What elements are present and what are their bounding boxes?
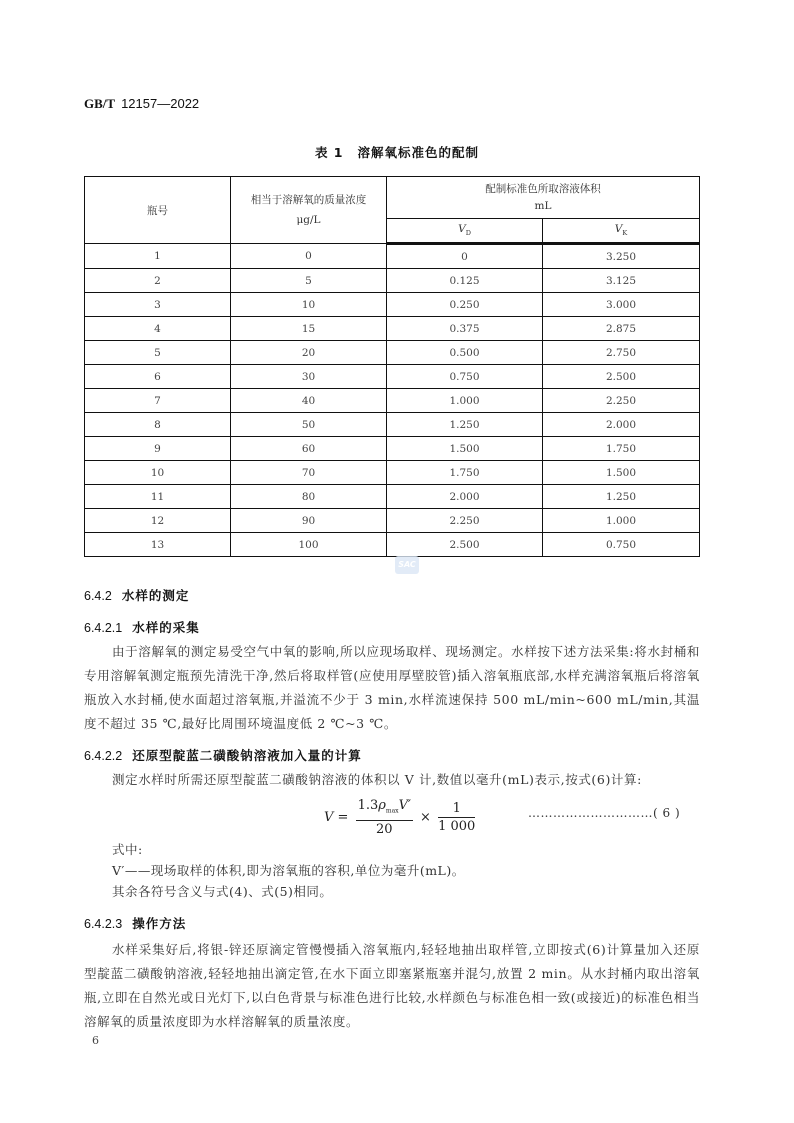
cell-vd: 0.250 <box>387 293 543 317</box>
cell-bottle-number: 13 <box>85 533 231 557</box>
cell-vk: 3.250 <box>543 244 700 269</box>
cell-concentration: 50 <box>231 413 387 437</box>
cell-bottle-number: 5 <box>85 341 231 365</box>
cell-vd: 2.500 <box>387 533 543 557</box>
where-label: 式中: <box>112 842 143 857</box>
cell-vk: 3.125 <box>543 269 700 293</box>
cell-bottle-number: 2 <box>85 269 231 293</box>
cell-vd: 2.250 <box>387 509 543 533</box>
cell-concentration: 70 <box>231 461 387 485</box>
formula-fraction-2: $\frac{1}{1 000}$ <box>438 800 476 834</box>
cell-bottle-number: 12 <box>85 509 231 533</box>
table-row <box>85 244 700 269</box>
cell-concentration: 100 <box>231 533 387 557</box>
header-bottle-number: 瓶号 <box>85 177 231 244</box>
document-header <box>84 96 199 112</box>
cell-vk: 2.500 <box>543 365 700 389</box>
cell-concentration: 5 <box>231 269 387 293</box>
standard-number: 12157—2022 <box>121 96 200 111</box>
standard-prefix: GB/T <box>84 96 116 111</box>
table-row <box>85 461 700 485</box>
section-6-4-2-2-body: 测定水样时所需还原型靛蓝二磺酸钠溶液的体积以 V 计,数值以毫升(mL)表示,按式(6)计算: <box>112 772 642 787</box>
sac-watermark-logo: SAC <box>395 556 419 574</box>
cell-vd: 0.750 <box>387 365 543 389</box>
table-row <box>85 269 700 293</box>
cell-vk: 1.000 <box>543 509 700 533</box>
standard-color-table <box>84 176 700 557</box>
table-row <box>85 509 700 533</box>
cell-vk: 2.750 <box>543 341 700 365</box>
cell-concentration: 30 <box>231 365 387 389</box>
header-concentration-label: 相当于溶解氧的质量浓度 <box>250 194 367 206</box>
header-concentration <box>231 177 387 244</box>
where-item-v-prime: V′——现场取样的体积,即为溶氧瓶的容积,单位为毫升(mL)。 <box>112 863 465 878</box>
cell-vd: 1.500 <box>387 437 543 461</box>
section-6-4-2-heading: 6.4.2 水样的测定 <box>84 588 190 603</box>
section-6-4-2-1-heading: 6.4.2.1 水样的采集 <box>84 620 200 635</box>
where-remaining: 其余各符号含义与式(4)、式(5)相同。 <box>112 884 333 899</box>
cell-bottle-number: 4 <box>85 317 231 341</box>
table-row <box>85 485 700 509</box>
header-vk: $V_K$ <box>543 219 700 244</box>
cell-concentration: 15 <box>231 317 387 341</box>
table-number: 表 1 <box>314 145 344 160</box>
cell-vd: 2.000 <box>387 485 543 509</box>
section-6-4-2-1-body: 由于溶解氧的测定易受空气中氧的影响,所以应现场取样、现场测定。水样按下述方法采集:将水封桶和专用溶解氧测定瓶预先清洗干净,然后将取样管(应使用厚壁胶管)插入溶氧瓶底部,水样充满溶氧瓶后将溶氧瓶放入水封桶,使水面超过溶氧瓶,并溢流不少于 3 min,水样流速保持 500 mL/min~600 mL/min,其温度不超过 35 ℃,最好比周围环境温度低 2 ℃~3 ℃。 <box>84 644 700 731</box>
cell-bottle-number: 6 <box>85 365 231 389</box>
cell-vk: 1.250 <box>543 485 700 509</box>
cell-vd: 1.000 <box>387 389 543 413</box>
cell-vk: 3.000 <box>543 293 700 317</box>
cell-concentration: 10 <box>231 293 387 317</box>
cell-bottle-number: 11 <box>85 485 231 509</box>
table-row <box>85 413 700 437</box>
header-vd: $V_D$ <box>387 219 543 244</box>
table-row <box>85 437 700 461</box>
cell-concentration: 90 <box>231 509 387 533</box>
table-row <box>85 389 700 413</box>
header-volume <box>387 177 700 219</box>
cell-vd: 0.500 <box>387 341 543 365</box>
table-caption <box>0 143 794 161</box>
cell-vd: 1.250 <box>387 413 543 437</box>
cell-concentration: 80 <box>231 485 387 509</box>
formula-fraction-1: $\frac{1.3\rho_{max}V'}{20}$ <box>357 798 411 837</box>
cell-concentration: 60 <box>231 437 387 461</box>
section-6-4-2-3-body: 水样采集好后,将银-锌还原滴定管慢慢插入溶氧瓶内,轻轻地抽出取样管,立即按式(6)计算量加入还原型靛蓝二磺酸钠溶液,轻轻地抽出滴定管,在水下面立即塞紧瓶塞并混匀,放置 2 min。从水封桶内取出溶氧瓶,立即在自然光或日光灯下,以白色背景与标准色进行比较,水样颜色与标准色相一致(或接近)的标准色相当溶解氧的质量浓度即为水样溶解氧的质量浓度。 <box>84 942 700 1029</box>
cell-vk: 2.000 <box>543 413 700 437</box>
cell-vd: 0 <box>387 244 543 269</box>
cell-concentration: 20 <box>231 341 387 365</box>
cell-bottle-number: 3 <box>85 293 231 317</box>
equation-number: …………………………( 6 ) <box>528 806 681 820</box>
table-row <box>85 341 700 365</box>
header-volume-label: 配制标准色所取溶液体积 <box>485 182 601 195</box>
cell-vd: 1.750 <box>387 461 543 485</box>
section-6-4-2-3-heading: 6.4.2.3 操作方法 <box>84 916 187 931</box>
page-number: 6 <box>92 1034 99 1047</box>
table-row <box>85 365 700 389</box>
cell-bottle-number: 9 <box>85 437 231 461</box>
header-volume-unit: mL <box>534 199 552 212</box>
cell-bottle-number: 8 <box>85 413 231 437</box>
table-title: 溶解氧标准色的配制 <box>357 145 480 160</box>
section-6-4-2-2-heading: 6.4.2.2 还原型靛蓝二磺酸钠溶液加入量的计算 <box>84 748 362 763</box>
cell-vk: 0.750 <box>543 533 700 557</box>
header-concentration-unit: μg/L <box>296 214 321 226</box>
cell-bottle-number: 7 <box>85 389 231 413</box>
cell-vd: 0.125 <box>387 269 543 293</box>
formula-6: V = $\frac{1.3\rho_{max}V'}{20}$ × $\frac{1}{1 000}$ <box>324 798 476 837</box>
cell-bottle-number: 10 <box>85 461 231 485</box>
cell-vd: 0.375 <box>387 317 543 341</box>
cell-vk: 1.500 <box>543 461 700 485</box>
cell-vk: 1.750 <box>543 437 700 461</box>
cell-concentration: 0 <box>231 244 387 269</box>
table-row <box>85 293 700 317</box>
table-row <box>85 533 700 557</box>
table-row <box>85 317 700 341</box>
cell-bottle-number: 1 <box>85 244 231 269</box>
cell-concentration: 40 <box>231 389 387 413</box>
cell-vk: 2.875 <box>543 317 700 341</box>
cell-vk: 2.250 <box>543 389 700 413</box>
